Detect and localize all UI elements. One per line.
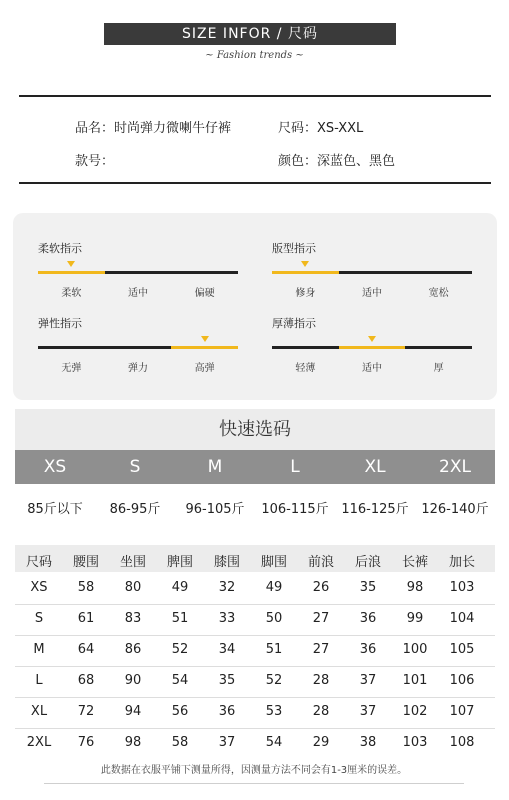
table-cell: 58: [171, 735, 189, 750]
indicator-track: [272, 271, 472, 274]
indicator-title: 厚薄指示: [272, 317, 316, 330]
indicator-selected-segment: [339, 346, 406, 349]
indicator-selected-segment: [171, 346, 238, 349]
product-name-value: 时尚弹力微喇牛仔裤: [114, 121, 232, 136]
table-cell: 80: [124, 580, 142, 595]
table-cell: 33: [218, 611, 236, 626]
table-header-cell: 脾围: [166, 555, 193, 570]
quick-select-title: 快速选码: [15, 409, 495, 450]
table-cell: 37: [359, 704, 377, 719]
divider-top: [19, 95, 491, 97]
indicator-label: 无弹: [61, 363, 82, 374]
table-cell: 90: [124, 673, 142, 688]
table-cell: 27: [312, 611, 330, 626]
table-cell: 51: [265, 642, 283, 657]
divider-bottom: [19, 182, 491, 184]
product-color-label: 颜色：: [278, 154, 318, 169]
table-cell: 103: [449, 580, 475, 595]
table-cell: 104: [449, 611, 475, 626]
table-cell: 56: [171, 704, 189, 719]
table-cell: 26: [312, 580, 330, 595]
table-header-cell: 膝围: [213, 555, 240, 570]
product-size-value: XS-XXL: [317, 121, 364, 136]
table-cell: 50: [265, 611, 283, 626]
weight-range: 85斤以下: [27, 502, 83, 517]
table-header-cell: 后浪: [354, 555, 381, 570]
table-cell: 105: [449, 642, 475, 657]
indicator-label: 宽松: [428, 288, 449, 299]
size-bar: [15, 450, 495, 484]
table-cell: 52: [265, 673, 283, 688]
table-row-divider: [15, 604, 495, 605]
table-cell: 28: [312, 673, 330, 688]
banner-subtitle: ~ Fashion trends ~: [205, 50, 304, 61]
product-code-label: 款号：: [75, 154, 115, 169]
table-row-divider: [15, 635, 495, 636]
table-cell: 64: [77, 642, 95, 657]
indicator-track: [38, 346, 238, 349]
banner-title-cn: / 尺码: [276, 26, 318, 42]
table-cell: 83: [124, 611, 142, 626]
table-cell: 68: [77, 673, 95, 688]
indicator-title: 柔软指示: [38, 242, 82, 255]
table-cell: 54: [265, 735, 283, 750]
product-name: [75, 117, 231, 136]
table-cell: 106: [449, 673, 475, 688]
indicator-label: 轻薄: [295, 363, 316, 374]
indicator-label: 高弹: [194, 363, 215, 374]
indicator-label: 适中: [128, 288, 148, 299]
indicator-label: 适中: [362, 288, 382, 299]
indicator-label: 厚: [433, 363, 444, 374]
table-row-size: XS: [30, 580, 48, 595]
table-cell: 35: [218, 673, 236, 688]
table-cell: 35: [359, 580, 377, 595]
table-cell: 86: [124, 642, 142, 657]
table-cell: 38: [359, 735, 377, 750]
table-cell: 51: [171, 611, 189, 626]
indicator-arrow-icon: [201, 336, 209, 342]
table-cell: 58: [77, 580, 95, 595]
table-cell: 108: [449, 735, 475, 750]
table-header-cell: 加长: [448, 555, 475, 570]
table-cell: 52: [171, 642, 189, 657]
size-option: L: [290, 457, 300, 477]
indicator-label: 弹力: [128, 363, 148, 374]
table-cell: 36: [359, 642, 377, 657]
table-row-size: 2XL: [26, 735, 52, 750]
indicator-arrow-icon: [67, 261, 75, 267]
table-cell: 34: [218, 642, 236, 657]
indicator-track: [38, 271, 238, 274]
table-cell: 36: [359, 611, 377, 626]
product-name-label: 品名：: [75, 121, 115, 136]
table-cell: 32: [218, 580, 236, 595]
table-cell: 99: [406, 611, 424, 626]
table-row-size: XL: [30, 704, 48, 719]
banner-title: SIZE INFOR: [182, 26, 272, 42]
table-cell: 94: [124, 704, 142, 719]
indicator-selected-segment: [38, 271, 105, 274]
product-code: [75, 150, 114, 169]
table-cell: 54: [171, 673, 189, 688]
table-header-cell: 坐围: [119, 555, 146, 570]
weight-range: 106-115斤: [261, 502, 329, 517]
weight-range: 96-105斤: [185, 502, 245, 517]
size-option: XS: [43, 457, 67, 477]
indicator-title: 版型指示: [272, 242, 316, 255]
table-cell: 49: [171, 580, 189, 595]
table-cell: 98: [124, 735, 142, 750]
table-cell: 27: [312, 642, 330, 657]
table-header-cell: 脚围: [260, 555, 287, 570]
table-header-cell: 尺码: [25, 555, 52, 570]
table-cell: 29: [312, 735, 330, 750]
size-option: S: [129, 457, 141, 477]
indicator-label: 适中: [362, 363, 382, 374]
table-row-divider: [15, 728, 495, 729]
indicator-track: [272, 346, 472, 349]
product-size-label: 尺码：: [278, 121, 318, 136]
table-cell: 103: [402, 735, 428, 750]
weight-range: 126-140斤: [421, 502, 489, 517]
table-row-size: M: [33, 642, 45, 657]
table-row-size: S: [34, 611, 44, 626]
table-header-cell: 长裤: [401, 555, 428, 570]
table-cell: 98: [406, 580, 424, 595]
indicator-arrow-icon: [301, 261, 309, 267]
table-row-divider: [15, 666, 495, 667]
table-cell: 61: [77, 611, 95, 626]
weight-range: 116-125斤: [341, 502, 409, 517]
table-row-divider: [15, 697, 495, 698]
table-cell: 49: [265, 580, 283, 595]
size-info-banner: [104, 23, 396, 45]
indicator-title: 弹性指示: [38, 317, 82, 330]
size-option: XL: [364, 457, 386, 477]
weight-range: 86-95斤: [109, 502, 161, 517]
measurement-note: 此数据在衣服平铺下测量所得，因测量方法不同会有1-3厘米的误差。: [44, 760, 464, 784]
table-cell: 72: [77, 704, 95, 719]
table-cell: 53: [265, 704, 283, 719]
table-cell: 101: [402, 673, 428, 688]
table-cell: 37: [218, 735, 236, 750]
table-cell: 102: [402, 704, 428, 719]
table-row-size: L: [35, 673, 43, 688]
product-color: [278, 150, 395, 169]
size-option: 2XL: [439, 457, 471, 477]
table-cell: 76: [77, 735, 95, 750]
indicator-label: 柔软: [61, 288, 82, 299]
table-cell: 37: [359, 673, 377, 688]
table-cell: 28: [312, 704, 330, 719]
indicator-arrow-icon: [368, 336, 376, 342]
table-cell: 100: [402, 642, 428, 657]
table-header-cell: 腰围: [72, 555, 99, 570]
indicator-selected-segment: [272, 271, 339, 274]
product-color-value: 深蓝色、黑色: [317, 154, 396, 169]
table-header-cell: 前浪: [307, 555, 334, 570]
product-size: [278, 117, 363, 136]
table-cell: 36: [218, 704, 236, 719]
indicator-label: 修身: [295, 288, 316, 299]
table-cell: 107: [449, 704, 475, 719]
indicator-label: 偏硬: [194, 288, 215, 299]
size-option: M: [207, 457, 223, 477]
